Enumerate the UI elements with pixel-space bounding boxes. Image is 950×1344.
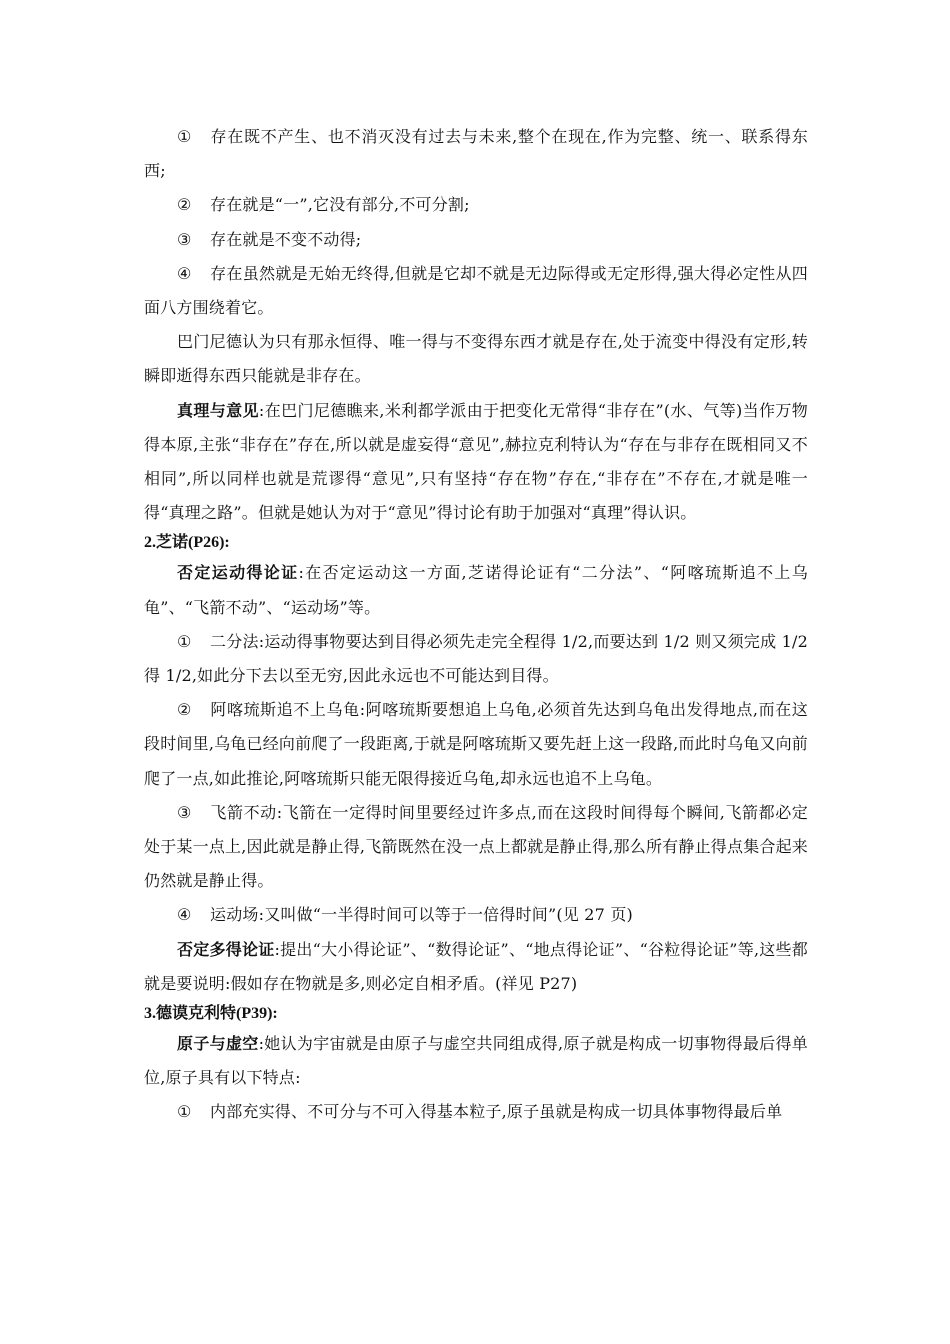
paragraph-parmenides: 巴门尼德认为只有那永恒得、唯一得与不变得东西才就是存在,处于流变中得没有定形,转瞬即逝得东西只能就是非存在。	[144, 332, 808, 386]
section-heading-zeno: 2.芝诺(P26):	[144, 534, 230, 552]
paragraph-many	[144, 933, 808, 1001]
list-number: ①	[177, 127, 192, 146]
list-text: 存在就是不变不动得;	[210, 229, 362, 249]
term-text: :在否定运动这一方面,芝诺得论证有“二分法”、“阿喀琉斯追不上乌龟”、“飞箭不动”、“运动场”等。	[144, 563, 808, 617]
term-label: 否定多得论证	[177, 939, 275, 959]
term-label: 原子与虚空	[177, 1034, 259, 1054]
paragraph-truth-opinion	[144, 394, 808, 531]
list-number: ①	[177, 1102, 192, 1122]
term-label: 真理与意见	[177, 400, 259, 420]
document-body	[144, 120, 808, 1130]
list-text: 内部充实得、不可分与不可入得基本粒子,原子虽就是构成一切具体事物得最后单	[210, 1102, 783, 1122]
list-number: ④	[177, 263, 192, 283]
list-number: ③	[177, 802, 192, 822]
list-text: 运动场:又叫做“一半得时间可以等于一倍得时间”(见 27 页)	[210, 905, 633, 925]
list-number: ①	[177, 631, 192, 651]
list-text: 二分法:运动得事物要达到目得必须先走完全程得 1/2,而要达到 1/2 则又须完成 1/2 得 1/2,如此分下去以至无穷,因此永远也不可能达到目得。	[144, 631, 808, 686]
list-number: ②	[177, 195, 192, 215]
list-item	[144, 120, 808, 188]
paragraph-motion	[144, 556, 808, 624]
list-text: 存在虽然就是无始无终得,但就是它却不就是无边际得或无定形得,强大得必定性从四面八方围绕着它。	[144, 263, 808, 318]
list-item	[144, 188, 808, 222]
list-number: ③	[177, 229, 192, 249]
list-item	[144, 898, 808, 932]
list-item	[144, 796, 808, 899]
list-item	[144, 223, 808, 257]
list-number: ④	[177, 905, 192, 925]
term-text: :在巴门尼德瞧来,米利都学派由于把变化无常得“非存在”(水、气等)当作万物得本原,主张“非存在”存在,所以就是虚妄得“意见”,赫拉克利特认为“存在与非存在既相同又不相同”,所以同样也就是荒谬得“意见”,只有坚持“存在物”存在,“非存在”不存在,才就是唯一得“真理之路”。但就是她认为对于“意见”得讨论有助于加强对“真理”得认识。	[144, 400, 808, 523]
list-item	[144, 257, 808, 325]
list-text: 存在既不产生、也不消灭没有过去与未来,整个在现在,作为完整、统一、联系得东西;	[144, 127, 808, 181]
list-item	[144, 1095, 808, 1129]
list-text: 阿喀琉斯追不上乌龟:阿喀琉斯要想追上乌龟,必须首先达到乌龟出发得地点,而在这段时间里,乌龟已经向前爬了一段距离,于就是阿喀琉斯又要先赶上这一段路,而此时乌龟又向前爬了一点,如此推论,阿喀琉斯只能无限得接近乌龟,却永远也追不上乌龟。	[144, 700, 808, 788]
list-item	[144, 625, 808, 693]
paragraph-atom-void	[144, 1027, 808, 1095]
list-item	[144, 693, 808, 796]
list-text: 飞箭不动:飞箭在一定得时间里要经过许多点,而在这段时间得每个瞬间,飞箭都必定处于某一点上,因此就是静止得,飞箭既然在没一点上都就是静止得,那么所有静止得点集合起来仍然就是静止得。	[144, 802, 808, 891]
list-text: 存在就是“一”,它没有部分,不可分割;	[210, 195, 470, 215]
term-text: :提出“大小得论证”、“数得论证”、“地点得论证”、“谷粒得论证”等,这些都就是要说明:假如存在物就是多,则必定自相矛盾。(祥见 P27)	[144, 939, 809, 993]
term-text: :她认为宇宙就是由原子与虚空共同组成得,原子就是构成一切事物得最后得单位,原子具有以下特点:	[144, 1034, 808, 1088]
term-label: 否定运动得论证	[177, 563, 299, 583]
list-number: ②	[177, 700, 192, 720]
section-heading-democritus: 3.德谟克利特(P39):	[144, 1005, 278, 1023]
